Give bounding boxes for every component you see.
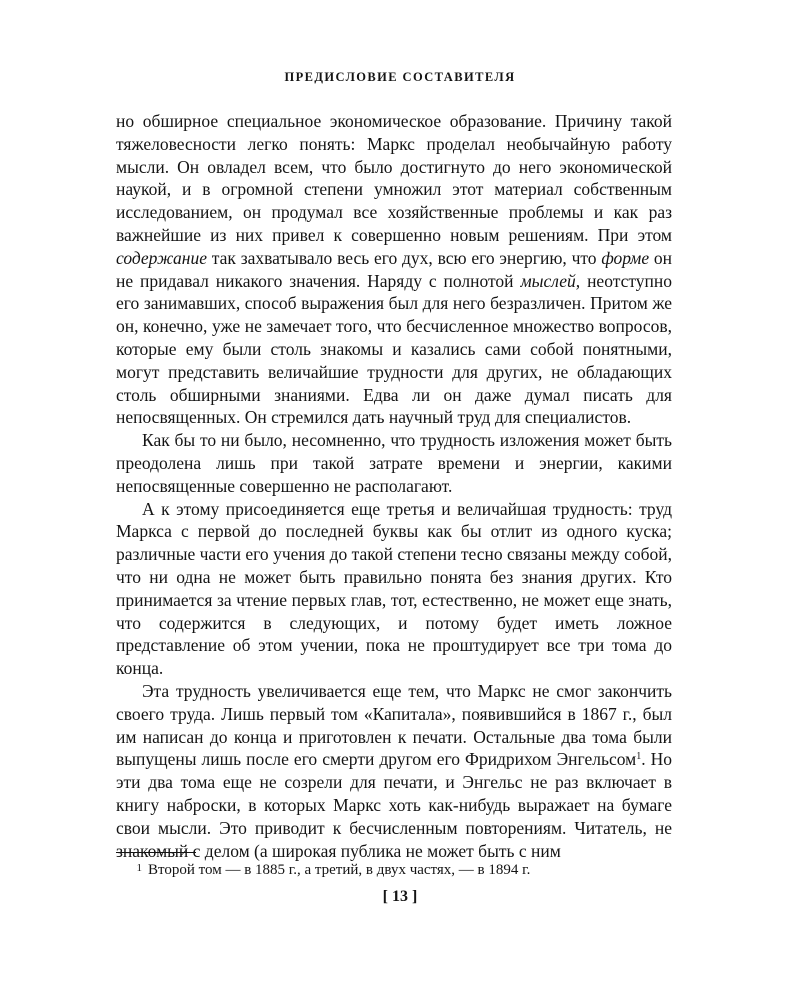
footnote-reference: 1 xyxy=(636,751,642,763)
paragraph-1: но обширное специальное экономическое образование. Причину такой тяжеловесности легко понять: Маркс проделал необычайную работу мысли. Он овладел всем, что было достигнуто до него экономической наукой, и в огромной степени умножил этот материал собственным исследованием, он продумал все хозяйственные проблемы и как раз важнейшие из них привел к совершенно новым решениям. При этом содержание так захватывало весь его дух, всю его энергию, что форме он не придавал никакого значения. Наряду с полнотой мыслей, неотступно его занимавших, способ выражения был для него безразличен. Притом же он, конечно, уже не замечает того, что бесчисленное множество вопросов, которые ему были столь знакомы и казались сами собой понятными, могут представить величайшие трудности для других, не обладающих столь обширными знаниями. Едва ли он даже думал писать для непосвященных. Он стремился дать научный труд для специалистов. xyxy=(116,111,672,428)
paragraph-2: Как бы то ни было, несомненно, что трудность изложения может быть преодолена лишь при такой затрате времени и энергии, какими непосвященные совершенно не располагают. xyxy=(116,430,672,496)
footnote-text: Второй том — в 1885 г., а третий, в двух частях, — в 1894 г. xyxy=(148,862,531,878)
running-head: ПРЕДИСЛОВИЕ СОСТАВИТЕЛЯ xyxy=(284,70,516,84)
emphasis-thoughts: мыслей, xyxy=(520,270,581,291)
paragraph-4: Эта трудность увеличивается еще тем, что Маркс не смог закончить своего труда. Лишь первый том «Капитала», появившийся в 1867 г., был им написан до конца и приготовлен к печати. Остальные два тома были выпущены лишь после его смерти другом его Фридрихом Энгельсом$^1$. Но эти два тома еще не созрели для печати, и Энгельс не раз включает в книгу наброски, в которых Маркс хоть как-нибудь выражает на бумаге свои мысли. Это приводит к бесчисленным повторениям. Читатель, не знакомый с делом (а широкая публика не может быть с ним xyxy=(116,680,672,861)
emphasis-form: форме xyxy=(601,247,650,268)
page-number: [ 13 ] xyxy=(382,888,418,905)
footnote xyxy=(116,858,672,880)
body-text xyxy=(116,110,672,862)
paragraph-3: А к этому присоединяется еще третья и величайшая трудность: труд Маркса с первой до последней буквы как бы отлит из одного куска; различные части его учения до такой степени тесно связаны между собой, что ни одна не может быть правильно понята без знания других. Кто принимается за чтение первых глав, тот, естественно, не может еще знать, что содержится в следующих, и потому будет иметь ложное представление об этом учении, пока не проштудирует все три тома до конца. xyxy=(116,498,672,679)
emphasis-content: содержание xyxy=(116,247,207,268)
footnote-number: 1 xyxy=(136,862,142,874)
footnote-divider xyxy=(116,852,196,853)
